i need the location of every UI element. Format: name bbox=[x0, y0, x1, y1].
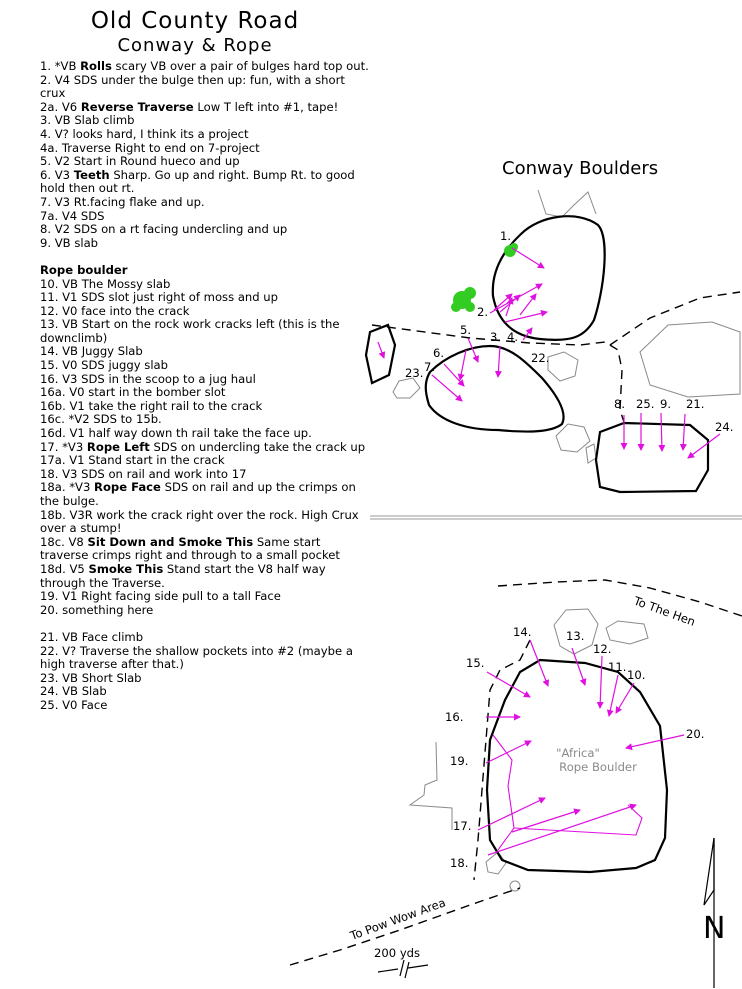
label-17: 17. bbox=[453, 819, 472, 833]
boulder-short-slab bbox=[366, 325, 395, 383]
route-text: scary VB over a pair of bulges hard top out. bbox=[111, 59, 369, 73]
route-text: Low T left into #1, tape! bbox=[193, 99, 339, 114]
label-pow-wow: To Pow Wow Area bbox=[348, 895, 448, 943]
route-text: 16c. *V2 SDS to 15b. bbox=[40, 412, 162, 427]
route-name: Smoke This bbox=[88, 561, 164, 576]
route-name: Rope Face bbox=[94, 480, 161, 495]
boulder-slab-24 bbox=[596, 423, 708, 492]
minor-rocks-conway bbox=[393, 190, 740, 463]
route-text: 7a. V4 SDS bbox=[40, 208, 105, 223]
route-text: 22. V? Traverse the shallow pockets into #2 (maybe a high traverse after that.) bbox=[40, 643, 353, 672]
label-20: 20. bbox=[686, 727, 705, 741]
trail-to-hen bbox=[498, 580, 742, 616]
map-title: Old County Road bbox=[90, 8, 300, 34]
north-arrow bbox=[703, 838, 725, 988]
label-to-the-hen: To The Hen bbox=[631, 593, 698, 629]
route-text: 17. *V3 bbox=[40, 439, 87, 454]
map-subtitle: Conway & Rope bbox=[117, 35, 273, 56]
route-name: Rope Left bbox=[86, 439, 150, 454]
label-10: 10. bbox=[627, 668, 646, 682]
route-text: 18d. V5 bbox=[40, 561, 89, 576]
route-text: 10. VB The Mossy slab bbox=[40, 276, 171, 291]
route-text: 12. V0 face into the crack bbox=[40, 303, 190, 318]
route-text: 23. VB Short Slab bbox=[40, 670, 142, 685]
label-6: 6. bbox=[433, 346, 445, 360]
label-23: 23. bbox=[405, 366, 424, 380]
label-19: 19. bbox=[450, 754, 469, 768]
route-text: 16b. V1 take the right rail to the crack bbox=[40, 398, 263, 413]
label-7: 7. bbox=[424, 360, 436, 374]
route-text: 4a. Traverse Right to end on 7-project bbox=[40, 140, 260, 155]
moss-patches bbox=[451, 243, 518, 312]
route-text: 3. VB Slab climb bbox=[40, 113, 135, 128]
route-name: Rolls bbox=[80, 59, 112, 73]
label-5: 5. bbox=[460, 323, 472, 337]
scale-bar bbox=[374, 946, 428, 978]
label-13: 13. bbox=[566, 629, 585, 643]
route-name: Teeth bbox=[73, 167, 110, 182]
label-9: 9. bbox=[660, 397, 672, 411]
route-text: 2a. V6 bbox=[40, 99, 81, 114]
label-15: 15. bbox=[466, 656, 485, 670]
route-text: 16. V3 SDS in the scoop to a jug haul bbox=[40, 371, 256, 386]
section-heading: Rope boulder bbox=[40, 262, 128, 277]
conway-title: Conway Boulders bbox=[502, 158, 659, 179]
scale-label: 200 yds bbox=[374, 946, 421, 960]
route-text: 25. V0 Face bbox=[40, 697, 108, 712]
conway-route-labels bbox=[405, 229, 733, 434]
route-text: 18c. V8 bbox=[40, 534, 88, 549]
route-text: Same start traverse crimps right and through to a small pocket bbox=[40, 534, 340, 563]
route-text: 6. V3 bbox=[40, 167, 74, 182]
route-text: Sharp. Go up and right. Bump Rt. to good hold then out rt. bbox=[40, 167, 355, 196]
route-text: 5. V2 Start in Round hueco and up bbox=[40, 154, 240, 169]
label-25: 25. bbox=[636, 397, 655, 411]
africa-name: "Africa" bbox=[556, 746, 600, 760]
minor-rocks-rope bbox=[410, 609, 648, 891]
route-text: 7. V3 Rt.facing flake and up. bbox=[40, 194, 205, 209]
label-12: 12. bbox=[593, 642, 612, 656]
label-24: 24. bbox=[715, 420, 734, 434]
north-letter: N bbox=[703, 911, 726, 946]
route-name: Reverse Traverse bbox=[80, 99, 194, 114]
route-text: 18b. V3R work the crack right over the rock. High Crux over a stump! bbox=[40, 507, 359, 536]
route-text: 1. *VB bbox=[40, 59, 81, 73]
route-text: 13. VB Start on the rock work cracks left (this is the downclimb) bbox=[40, 317, 340, 345]
route-text: 21. VB Face climb bbox=[40, 629, 144, 644]
route-text: 9. VB slab bbox=[40, 235, 99, 250]
route-text: 19. V1 Right facing side pull to a tall Face bbox=[40, 589, 281, 604]
label-18: 18. bbox=[450, 856, 469, 870]
route-text: 4. V? looks hard, I think its a project bbox=[40, 126, 249, 141]
label-4: 4. bbox=[507, 330, 519, 344]
route-name: Sit Down and Smoke This bbox=[87, 534, 254, 549]
label-16: 16. bbox=[445, 710, 464, 724]
label-21: 21. bbox=[686, 397, 705, 411]
label-3: 3. bbox=[490, 330, 502, 344]
route-text: 15. V0 SDS juggy slab bbox=[40, 358, 169, 373]
route-text: 20. something here bbox=[40, 602, 154, 617]
route-text: 16d. V1 half way down th rail take the face up. bbox=[40, 426, 312, 441]
label-11: 11. bbox=[608, 660, 627, 674]
route-text: 2. V4 SDS under the bulge then up: fun, with a short crux bbox=[40, 72, 345, 101]
route-text: 24. VB Slab bbox=[40, 684, 107, 699]
route-text: 18. V3 SDS on rail and work into 17 bbox=[40, 466, 247, 481]
route-text: SDS on rail and up the crimps on the bulge. bbox=[40, 480, 356, 508]
route-text: 11. V1 SDS slot just right of moss and up bbox=[40, 290, 279, 305]
route-text: 8. V2 SDS on a rt facing undercling and up bbox=[40, 222, 288, 237]
label-1: 1. bbox=[500, 229, 512, 243]
route-text: 14. VB Juggy Slab bbox=[40, 344, 143, 359]
route-text: SDS on undercling take the crack up bbox=[149, 439, 366, 454]
label-2: 2. bbox=[477, 305, 489, 319]
label-22: 22. bbox=[531, 351, 550, 365]
label-8: 8. bbox=[614, 397, 626, 411]
section-divider bbox=[370, 516, 742, 519]
route-text: Stand start the V8 half way through the Traverse. bbox=[40, 561, 326, 590]
label-14: 14. bbox=[513, 625, 532, 639]
route-text: 18a. *V3 bbox=[40, 480, 95, 495]
crack-line bbox=[493, 735, 514, 850]
africa-subname: Rope Boulder bbox=[559, 760, 637, 774]
route-text: 17a. V1 Stand start in the crack bbox=[40, 453, 225, 468]
trail-conway-east bbox=[610, 292, 740, 345]
route-text: 16a. V0 start in the bomber slot bbox=[40, 385, 226, 400]
